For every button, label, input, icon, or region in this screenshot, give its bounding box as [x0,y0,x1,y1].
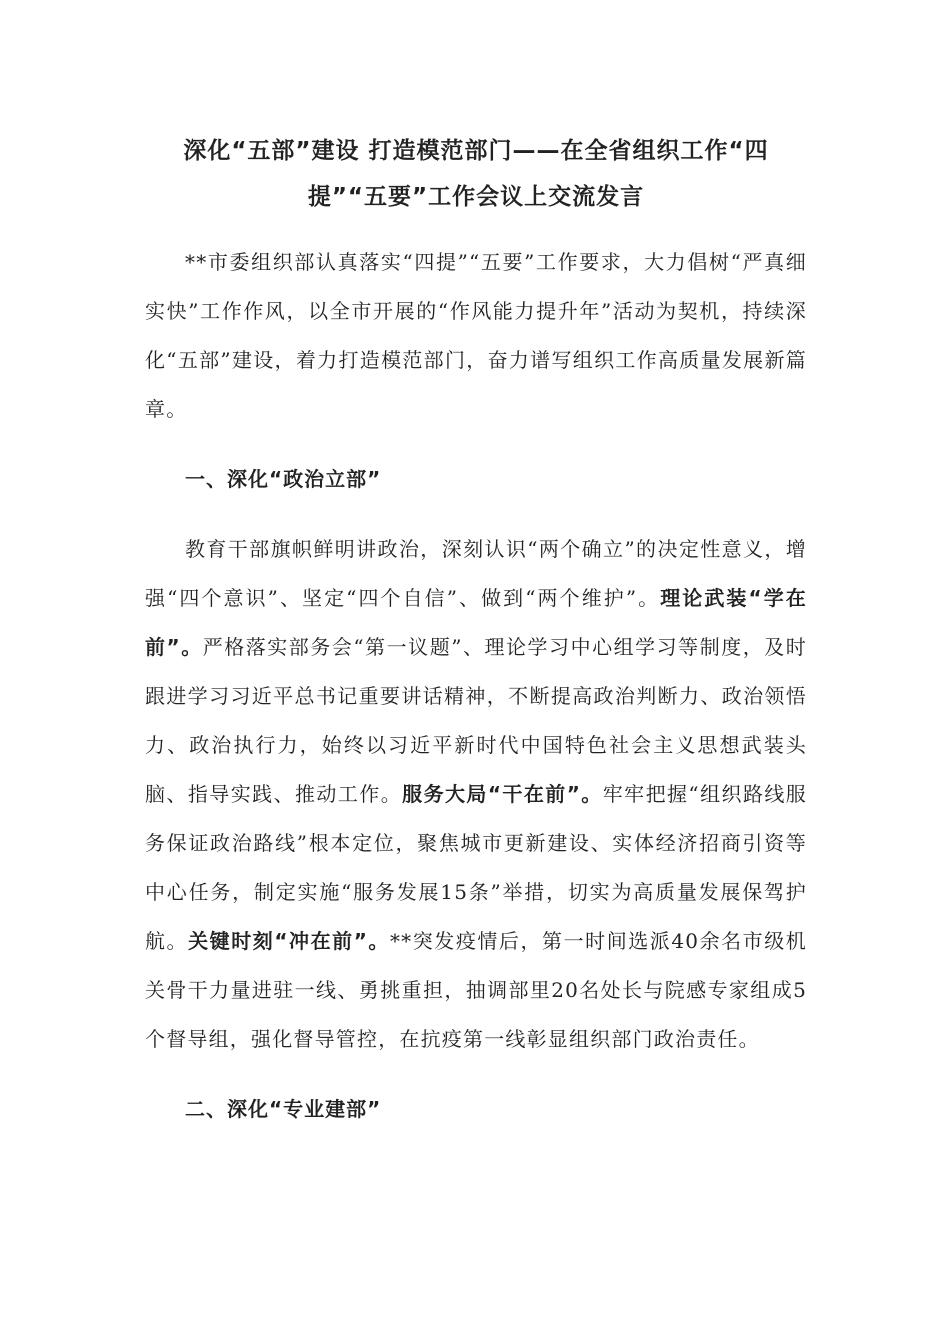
bold-phrase-3: 关键时刻“冲在前”。 [188,929,390,953]
section-1-text-1: 教育干部旗帜鲜明讲政治，深刻认识“两个确立”的决定性意义，增强“四个意识”、坚定“四个自信”、做到“两个维护”。 [145,537,807,610]
section-1-paragraph [145,525,807,1064]
bold-phrase-2: 服务大局“干在前”。 [402,782,603,806]
title-line-2: 提”“五要”工作会议上交流发言 [307,184,645,210]
bold-phrase-1: 理论武装“学在前”。 [145,586,807,659]
document-title [145,128,807,220]
section-1-text-2: 严格落实部务会“第一议题”、理论学习中心组学习等制度，及时跟进学习习近平总书记重要讲话精神，不断提高政治判断力、政治领悟力、政治执行力，始终以习近平新时代中国特色社会主义思想武装头脑、指导实践、推动工作。 [145,635,807,806]
section-1-text-4: **突发疫情后，第一时间选派40余名市级机关骨干力量进驻一线、勇挑重担，抽调部里20名处长与院感专家组成5个督导组，强化督导管控，在抗疫第一线彰显组织部门政治责任。 [145,929,807,1051]
intro-paragraph: **市委组织部认真落实“四提”“五要”工作要求，大力倡树“严真细实快”工作作风，以全市开展的“作风能力提升年”活动为契机，持续深化“五部”建设，着力打造模范部门，奋力谱写组织工作高质量发展新篇章。 [145,250,807,421]
section-heading-1: 一、深化“政治立部” [185,467,382,491]
document-page [145,128,807,1155]
section-1-text-3: 牢牢把握“组织路线服务保证政治路线”根本定位，聚焦城市更新建设、实体经济招商引资等中心任务，制定实施“服务发展15条”举措，切实为高质量发展保驾护航。 [145,782,807,953]
section-heading-2: 二、深化“专业建部” [185,1097,382,1121]
title-line-1: 深化“五部”建设 打造模范部门——在全省组织工作“四 [183,138,769,164]
